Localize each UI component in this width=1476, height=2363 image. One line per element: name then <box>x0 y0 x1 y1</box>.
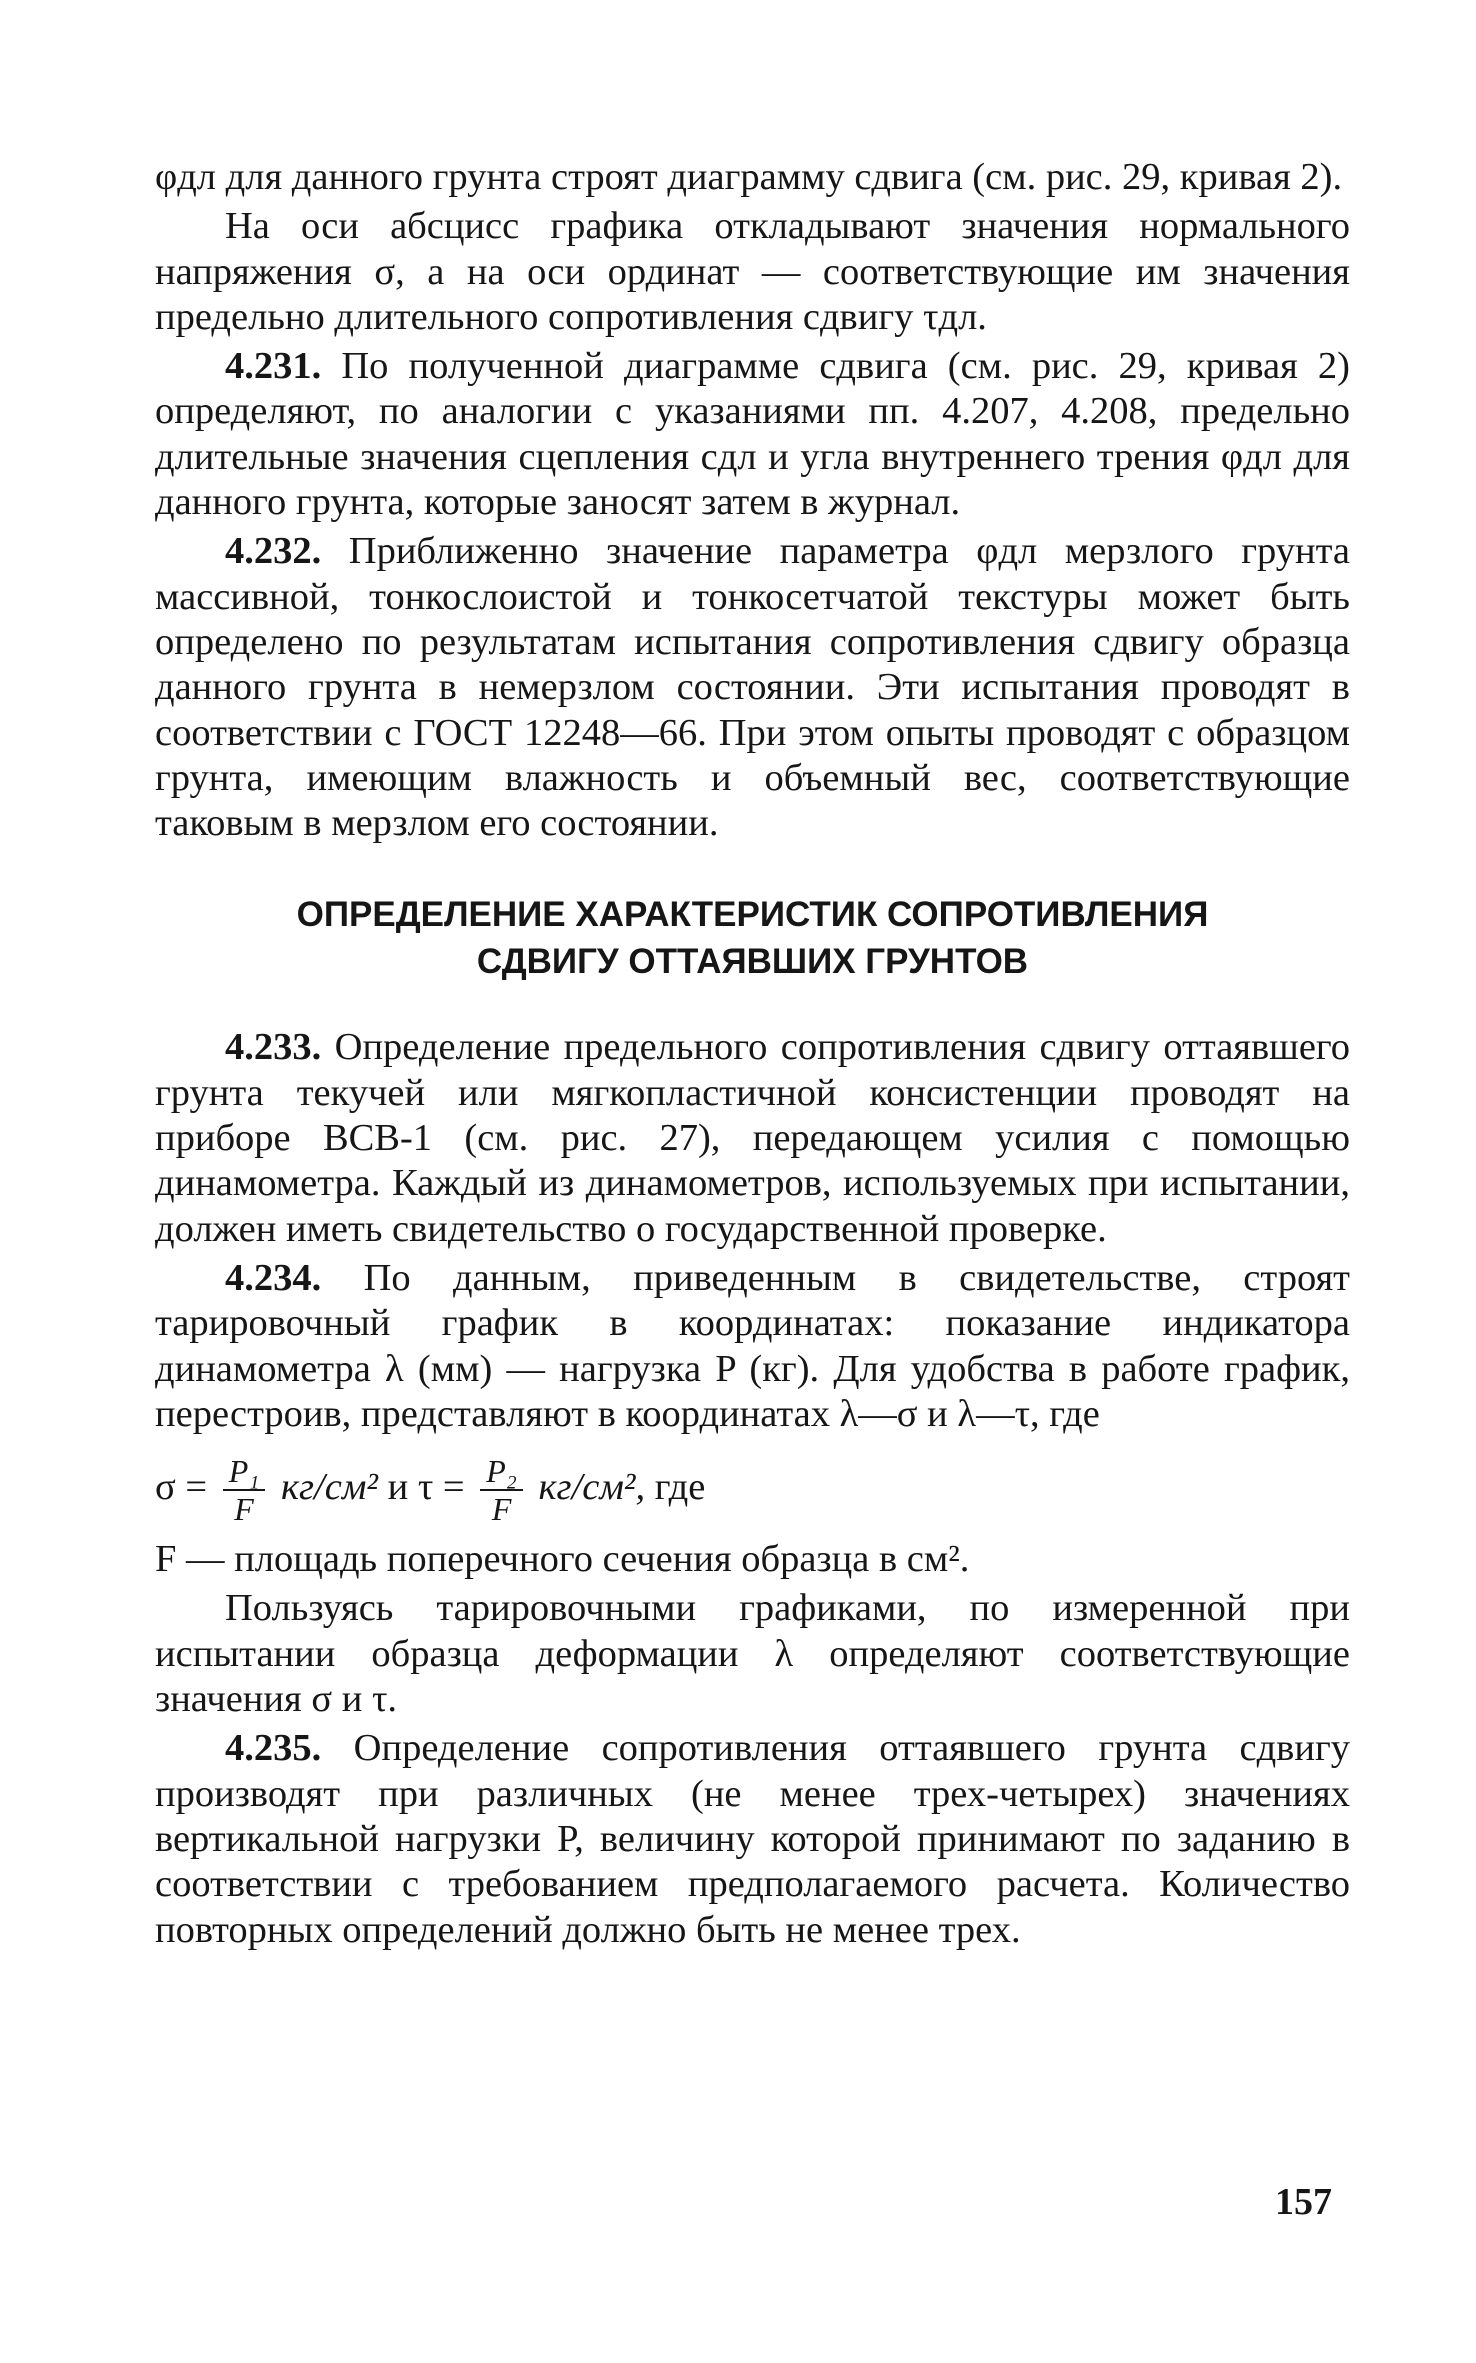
clause-text: По данным, приведенным в свидетельстве, строят тарировочный график в координатах: показание индикатора динамометра λ (мм) — нагрузка P (кг). Для удобства в работе график, перестроив, представляют в координатах λ—σ и λ—τ, где <box>155 1256 1350 1435</box>
formula-and: и <box>387 1466 409 1509</box>
paragraph-axes: На оси абсцисс графика откладывают значения нормального напряжения σ, а на оси ординат — соответствующие им значения предельно длительного сопротивления сдвигу τдл. <box>155 205 1350 338</box>
paragraph-4-231 <box>155 344 1350 525</box>
section-heading <box>155 891 1350 985</box>
fraction-numerator: P₁ <box>223 1453 266 1491</box>
clause-text: Определение сопротивления оттаявшего грунта сдвигу производят при различных (не менее трех-четырех) значениях вертикальной нагрузки P, величину которой принимают по заданию в соответствии с требованием предполагаемого расчета. Количество повторных определений должно быть не менее трех. <box>155 1727 1350 1951</box>
fraction-denominator: F <box>491 1491 512 1528</box>
clause-number: 4.235. <box>225 1727 322 1770</box>
fraction-p1-over-f <box>223 1453 266 1527</box>
clause-number: 4.231. <box>225 345 322 388</box>
paragraph-4-233 <box>155 1025 1350 1251</box>
paragraph-continuation: φдл для данного грунта строят диаграмму сдвига (см. рис. 29, кривая 2). <box>155 156 1343 198</box>
fraction-numerator: P₂ <box>480 1453 523 1491</box>
clause-text: Определение предельного сопротивления сдвигу оттаявшего грунта текучей или мягкопластичной консистенции проводят на приборе ВСВ-1 (см. рис. 27), передающем усилия с помощью динамометра. Каждый из динамометров, используемых при испытании, должен иметь свидетельство о государственной проверке. <box>155 1026 1350 1250</box>
formula-unit: кг/см² <box>281 1466 378 1509</box>
formula-where: где <box>654 1466 706 1509</box>
clause-text: По полученной диаграмме сдвига (см. рис. 29, кривая 2) определяют, по аналогии с указаниями пп. 4.207, 4.208, предельно длительные значения сцепления сдл и угла внутреннего трения φдл для данного грунта, которые заносят затем в журнал. <box>155 345 1350 524</box>
paragraph-4-232 <box>155 529 1350 846</box>
formula-unit: кг/см², <box>538 1466 646 1509</box>
clause-number: 4.233. <box>225 1026 322 1069</box>
section-heading-line-2: СДВИГУ ОТТАЯВШИХ ГРУНТОВ <box>476 942 1029 982</box>
paragraph-4-235 <box>155 1726 1350 1952</box>
fraction-denominator: F <box>234 1491 254 1528</box>
section-heading-line-1: ОПРЕДЕЛЕНИЕ ХАРАКТЕРИСТИК СОПРОТИВЛЕНИЯ <box>296 895 1209 935</box>
formula-sigma: σ = <box>155 1466 208 1509</box>
page-body <box>155 155 1350 1953</box>
clause-text: Приближенно значение параметра φдл мерзлого грунта массивной, тонкослоистой и тонкосетчатой текстуры может быть определено по результатам испытания сопротивления сдвигу образца данного грунта в немерзлом состоянии. Эти испытания проводят в соответствии с ГОСТ 12248—66. При этом опыты проводят с образцом грунта, имеющим влажность и объемный вес, соответствующие таковым в мерзлом его состоянии. <box>155 530 1350 845</box>
formula-line <box>155 1437 1350 1537</box>
page-number: 157 <box>1275 2181 1332 2223</box>
fraction-p2-over-f <box>480 1453 523 1527</box>
paragraph-4-234 <box>155 1256 1350 1437</box>
clause-number: 4.232. <box>225 530 322 573</box>
formula-tau: τ = <box>417 1466 465 1509</box>
clause-number: 4.234. <box>225 1256 322 1299</box>
paragraph-area-definition: F — площадь поперечного сечения образца в см². <box>155 1538 970 1581</box>
paragraph-calibration: Пользуясь тарировочными графиками, по измеренной при испытании образца деформации λ определяют соответствующие значения σ и τ. <box>155 1587 1350 1721</box>
